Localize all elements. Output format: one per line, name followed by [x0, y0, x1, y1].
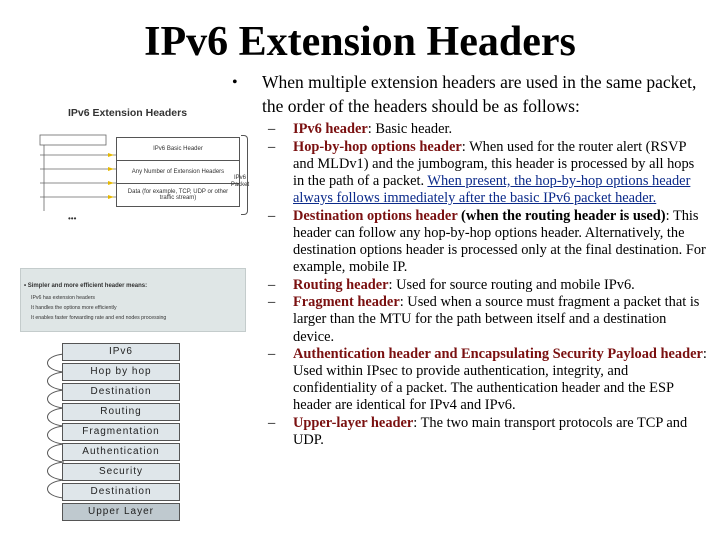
list-item: [268, 121, 708, 138]
stack-item: Authentication: [62, 443, 180, 461]
item-name: Destination options header: [293, 207, 458, 224]
stack-item: Destination: [62, 483, 180, 501]
item-text: : The two main transport protocols are TCP and UDP.: [293, 415, 688, 449]
list-item: [268, 277, 708, 294]
item-link-text[interactable]: When present, the hop-by-hop options header always follows immediately after the basic IPv6 packet header.: [293, 172, 691, 206]
item-name: Upper-layer header: [293, 415, 414, 432]
packet-lines-graphic: [38, 133, 116, 223]
stack-item: Hop by hop: [62, 363, 180, 381]
list-item: [268, 294, 708, 345]
item-name: IPv6 header: [293, 121, 368, 137]
stack-item: Security: [62, 463, 180, 481]
dash: –: [268, 207, 276, 224]
extension-headers-figure: [38, 105, 250, 263]
slide-title: IPv6 Extension Headers: [144, 19, 576, 65]
item-name: Authentication header and Encapsulating Security Payload header: [293, 346, 703, 363]
item-text: : Used for source routing and mobile IPv6.: [388, 276, 635, 293]
item-name: Routing header: [293, 276, 389, 293]
list-item: [268, 208, 708, 276]
stack-item: IPv6: [62, 343, 180, 361]
dash: –: [268, 294, 276, 311]
stack-item: Upper Layer: [62, 503, 180, 521]
header-order-list: [268, 121, 708, 450]
item-text: : This header can follow any hop-by-hop options header. Alternatively, the destination options header is processed only at the final destination. For example, mobile IP.: [293, 207, 706, 275]
benefit-line: It enables faster forwarding rate and end nodes processing: [31, 315, 167, 321]
header-stack: [62, 343, 180, 523]
data-row: Data (for example, TCP, UDP or other traffic stream): [127, 189, 229, 201]
item-name: Hop-by-hop options header: [293, 138, 462, 155]
stack-item: Fragmentation: [62, 423, 180, 441]
packet-label: IPv6 Packet: [230, 175, 250, 188]
item-name: Fragment header: [293, 294, 400, 311]
stack-item: Routing: [62, 403, 180, 421]
dash: –: [268, 415, 276, 432]
benefits-heading: • Simpler and more efficient header means:: [24, 283, 148, 289]
intro-text: When multiple extension headers are used in the same packet, the order of the headers should be as follows:: [262, 72, 697, 116]
item-text: : Basic header.: [367, 121, 453, 137]
dash: –: [268, 276, 276, 293]
dash: –: [268, 138, 276, 155]
basic-header-row: IPv6 Basic Header: [117, 138, 239, 161]
item-text: : Used when a source must fragment a packet that is larger than the MTU for the path between itself and a destination device.: [293, 294, 700, 345]
benefits-panel: [20, 268, 246, 332]
figure-title: IPv6 Extension Headers: [68, 107, 188, 119]
item-text: : When used for the router alert (RSVP and MLDv1) and the jumbogram, this header is processed by all hops in the path of a packet.: [293, 138, 695, 189]
list-item: [268, 346, 708, 414]
benefit-line: It handles the options more efficiently: [31, 305, 117, 311]
dash: –: [268, 121, 276, 137]
item-qualifier: (when the routing header is used): [457, 207, 666, 224]
list-item: [268, 139, 708, 207]
list-item: [268, 415, 708, 449]
ellipsis-dots: •••: [68, 214, 77, 223]
dash: –: [268, 346, 276, 363]
packet-box: [116, 137, 240, 207]
stack-item: Destination: [62, 383, 180, 401]
item-text: : Used within IPsec to provide authentication, integrity, and confidentiality of a packet. The authentication header and the ESP header are identical for IPv4 and IPv6.: [293, 346, 707, 414]
extension-headers-row: Any Number of Extension Headers: [117, 161, 239, 184]
benefit-line: IPv6 has extension headers: [31, 295, 96, 301]
bullet-dot: •: [232, 74, 238, 91]
